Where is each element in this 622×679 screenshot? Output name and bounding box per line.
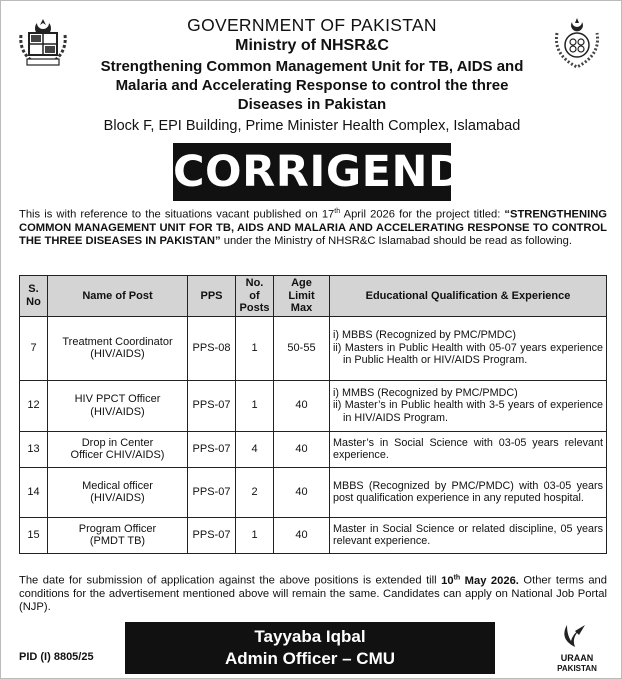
positions-table [19,275,607,554]
col-posts: No. of Posts [236,276,274,317]
table-row: 14 Medical officer (HIV/AIDS) PPS-07 2 40 MBBS (Recognized by PMC/PMDC) with 03-05 years post qualification experience in any reputed hospital. [20,467,607,517]
col-pps: PPS [188,276,236,317]
pakistan-state-emblem-icon [15,15,71,71]
address: Block F, EPI Building, Prime Minister Health Complex, Islamabad [103,118,521,134]
intro-paragraph: This is with reference to the situations vacant published on 17th April 2026 for the project titled: “STRENGTHENING COMMON MANAGEMENT UNIT FOR TB, AIDS AND MALARIA AND ACCELERATING RESPONSE TO CONTROL THE THREE DISEASES IN PAKISTAN” under the Ministry of NHSR&C Islamabad should be read as following. [19,208,607,247]
project-title: “STRENGTHENING COMMON MANAGEMENT UNIT FOR TB, AIDS AND MALARIA AND ACCELERATING RESPONSE TO CONTROL THE THREE DISEASES IN PAKISTAN” [19,208,607,247]
table-row: 12 HIV PPCT Officer (HIV/AIDS) PPS-07 1 40 i) MMBS (Recognized by PMC/PMDC) ii) Master’s in Public health with 3-5 years of experience in HIV/AIDS Program. [20,380,607,431]
col-sno: S. No [20,276,48,317]
signature-block [125,622,495,674]
unit-title: Strengthening Common Management Unit for TB, AIDS and Malaria and Accelerating Response to control the three Diseases in Pakistan [100,58,524,113]
corrigendum-banner: CORRIGENDUM [173,143,451,201]
table-row: 15 Program Officer (PMDT TB) PPS-07 1 40 Master in Social Science or related discipline, 05 years relevant experience. [20,517,607,553]
signatory-title: Admin Officer – CMU [224,649,396,668]
signatory-name: Tayyaba Iqbal [254,627,366,646]
table-header-row [20,276,607,317]
svg-text:URAAN: URAAN [560,653,594,663]
col-age: Age Limit Max [274,276,330,317]
col-post: Name of Post [48,276,188,317]
table-row: 7 Treatment Coordinator (HIV/AIDS) PPS-08 1 50-55 i) MBBS (Recognized by PMC/PMDC) ii) Masters in Public Health with 05-07 years experience in Public Health or HIV/AIDS Program. [20,316,607,380]
svg-text:PAKISTAN: PAKISTAN [557,664,597,673]
footer-paragraph: The date for submission of application against the above positions is extended till 10th May 2026. Other terms and conditions for the advertisement mentioned above will remain the same. Candidates can apply on National Job Portal (NJP). [19,574,607,613]
table-row: 13 Drop in Center Officer CHIV/AIDS) PPS-07 4 40 Master’s in Social Science with 03-05 years relevant experience. [20,431,607,467]
uraan-pakistan-logo-icon [545,621,609,675]
col-qualification: Educational Qualification & Experience [330,276,607,317]
government-title: GOVERNMENT OF PAKISTAN [187,15,437,35]
ministry-emblem-icon [549,15,605,71]
pid-number: PID (I) 8805/25 [19,651,94,663]
ministry-title: Ministry of NHSR&C [235,37,389,54]
